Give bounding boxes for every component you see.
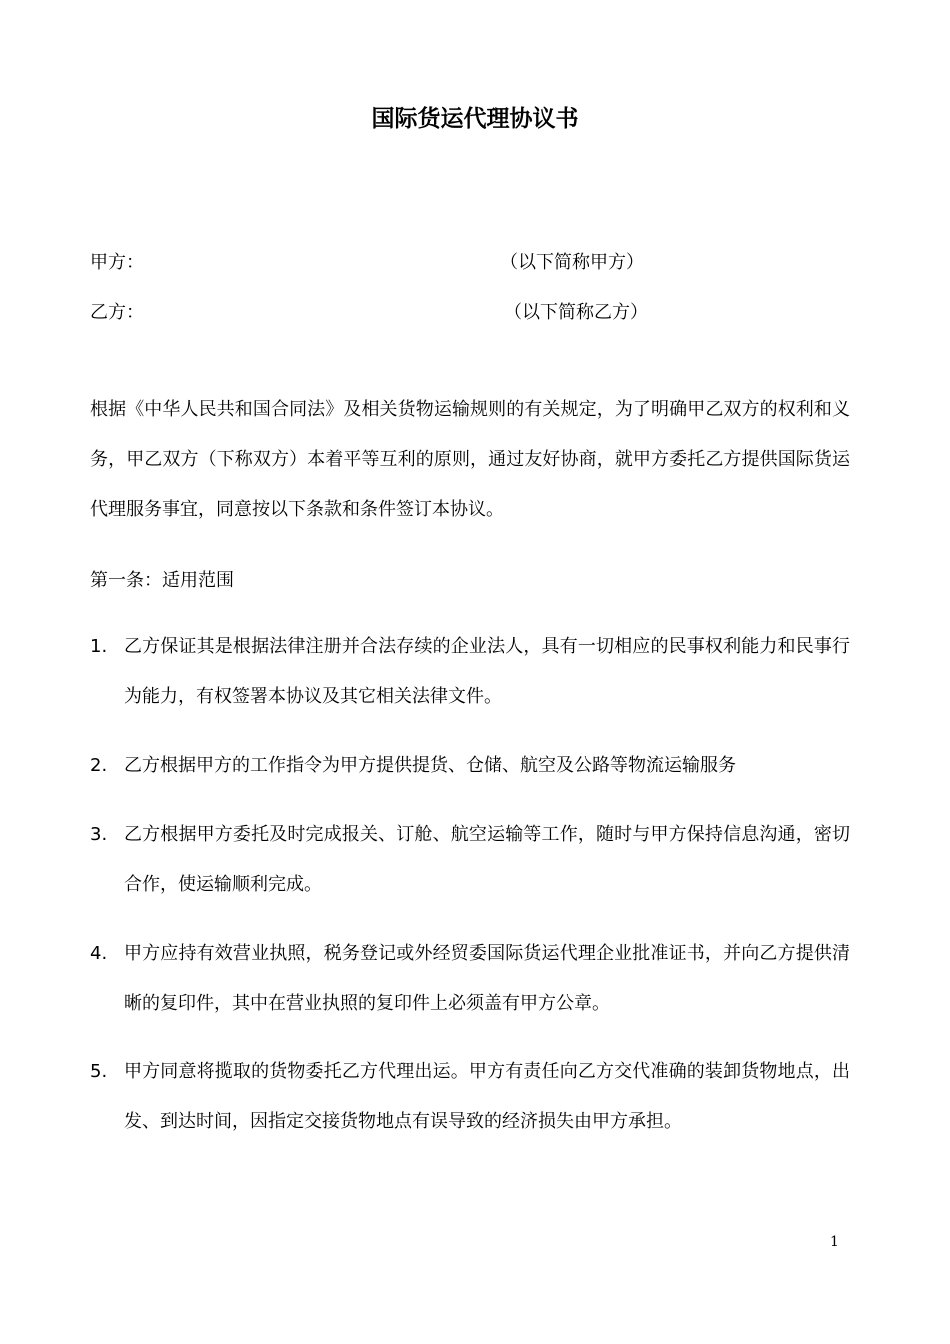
- list-item: [90, 1047, 850, 1147]
- list-item: [90, 810, 850, 910]
- list-item-number: 1.: [90, 636, 108, 657]
- section-1-heading: 第一条：适用范围: [90, 570, 234, 591]
- page-number: 1: [830, 1234, 839, 1250]
- party-b-label: 乙方：: [90, 302, 144, 323]
- party-a-label: 甲方：: [90, 252, 144, 273]
- list-item-text: 乙方根据甲方委托及时完成报关、订舱、航空运输等工作，随时与甲方保持信息沟通，密切合作，使运输顺利完成。: [124, 824, 850, 895]
- list-item: [90, 741, 850, 791]
- list-item: [90, 929, 850, 1029]
- list-item-text: 甲方应持有效营业执照，税务登记或外经贸委国际货运代理企业批准证书，并向乙方提供清晰的复印件，其中在营业执照的复印件上必须盖有甲方公章。: [124, 943, 850, 1014]
- preamble-paragraph: 根据《中华人民共和国合同法》及相关货物运输规则的有关规定，为了明确甲乙双方的权利和义务，甲乙双方（下称双方）本着平等互利的原则，通过友好协商，就甲方委托乙方提供国际货运代理服务事宜，同意按以下条款和条件签订本协议。: [90, 399, 850, 520]
- list-item-number: 5.: [90, 1061, 108, 1082]
- list-item-text: 甲方同意将揽取的货物委托乙方代理出运。甲方有责任向乙方交代准确的装卸货物地点，出发、到达时间，因指定交接货物地点有误导致的经济损失由甲方承担。: [124, 1061, 850, 1132]
- list-item-text: 乙方保证其是根据法律注册并合法存续的企业法人，具有一切相应的民事权利能力和民事行为能力，有权签署本协议及其它相关法律文件。: [124, 636, 850, 707]
- document-title: 国际货运代理协议书: [371, 106, 579, 132]
- list-item-text: 乙方根据甲方的工作指令为甲方提供提货、仓储、航空及公路等物流运输服务: [124, 755, 736, 776]
- list-item: [90, 622, 850, 722]
- list-item-number: 2.: [90, 755, 108, 776]
- party-a-note: （以下简称甲方）: [500, 252, 644, 273]
- party-b-note: （以下简称乙方）: [504, 302, 648, 323]
- list-item-number: 4.: [90, 943, 108, 964]
- list-item-number: 3.: [90, 824, 108, 845]
